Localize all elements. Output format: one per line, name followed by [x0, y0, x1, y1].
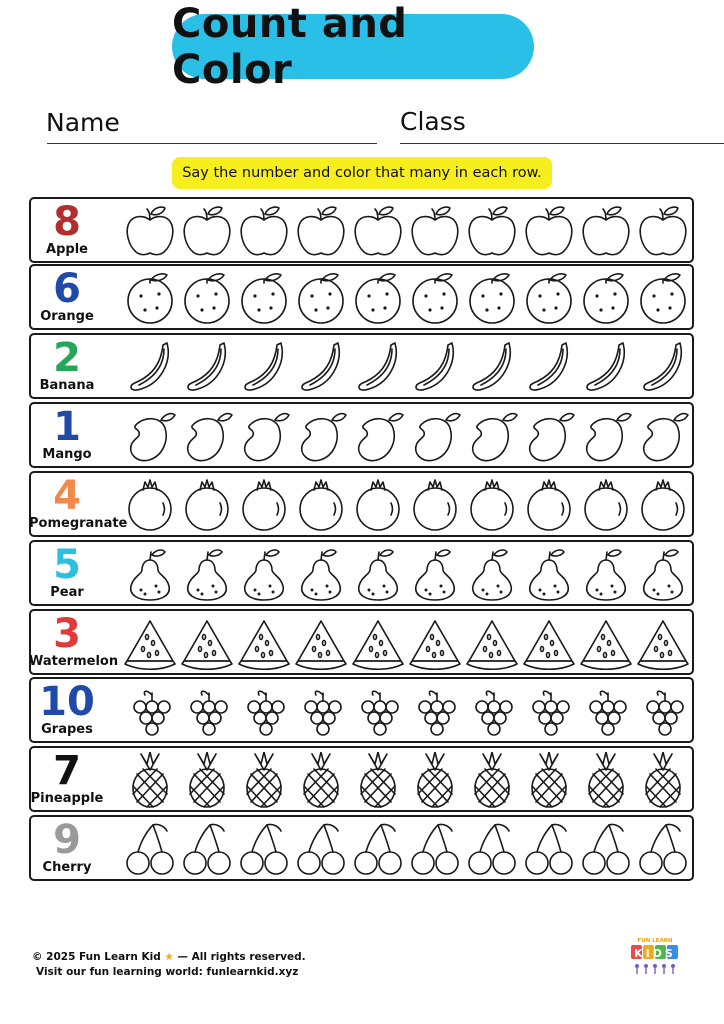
fruit-icons: [123, 203, 689, 259]
mango-icon[interactable]: [351, 408, 405, 464]
row-watermelon: [29, 609, 694, 675]
banana-icon[interactable]: [180, 339, 234, 395]
pineapple-icon[interactable]: [351, 752, 405, 808]
pineapple-icon[interactable]: [465, 752, 519, 808]
fruit-icons: [123, 752, 689, 808]
row-banana: [29, 333, 694, 399]
pear-icon[interactable]: [351, 546, 405, 602]
pomegranate-icon[interactable]: [408, 477, 462, 533]
grapes-icon[interactable]: [522, 683, 576, 739]
count-number: 6: [53, 266, 81, 312]
banana-icon[interactable]: [465, 339, 519, 395]
pomegranate-icon[interactable]: [123, 477, 177, 533]
fruit-icons: [123, 477, 689, 533]
orange-icon[interactable]: [522, 270, 576, 326]
pineapple-icon[interactable]: [522, 752, 576, 808]
orange-icon[interactable]: [123, 270, 177, 326]
row-grapes: [29, 677, 694, 743]
fruit-icons: [123, 339, 689, 395]
orange-icon[interactable]: [408, 270, 462, 326]
watermelon-icon[interactable]: [408, 615, 462, 671]
pomegranate-icon[interactable]: [294, 477, 348, 533]
fruit-icons: [123, 683, 689, 739]
watermelon-icon[interactable]: [522, 615, 576, 671]
fruit-icons: [123, 821, 689, 877]
cherry-icon[interactable]: [522, 821, 576, 877]
fruit-icons: [123, 546, 689, 602]
grapes-icon[interactable]: [351, 683, 405, 739]
watermelon-icon[interactable]: [465, 615, 519, 671]
pineapple-icon[interactable]: [123, 752, 177, 808]
cherry-icon[interactable]: [180, 821, 234, 877]
fruit-name: Banana: [39, 378, 95, 393]
count-number: 2: [53, 335, 81, 381]
cherry-icon[interactable]: [579, 821, 633, 877]
banana-icon[interactable]: [522, 339, 576, 395]
pineapple-icon[interactable]: [579, 752, 633, 808]
copyright-line: [32, 951, 306, 963]
mango-icon[interactable]: [408, 408, 462, 464]
grapes-icon[interactable]: [636, 683, 690, 739]
count-number: 7: [53, 748, 81, 794]
apple-icon[interactable]: [180, 203, 234, 259]
banana-icon[interactable]: [579, 339, 633, 395]
fruit-name: Orange: [40, 309, 94, 324]
apple-icon[interactable]: [579, 203, 633, 259]
grapes-icon[interactable]: [237, 683, 291, 739]
fruit-name: Pomegranate: [29, 516, 128, 531]
pomegranate-icon[interactable]: [180, 477, 234, 533]
pineapple-icon[interactable]: [237, 752, 291, 808]
pear-icon[interactable]: [636, 546, 690, 602]
mango-icon[interactable]: [522, 408, 576, 464]
banana-icon[interactable]: [351, 339, 405, 395]
row-pomegranate: [29, 471, 694, 537]
apple-icon[interactable]: [522, 203, 576, 259]
star-icon: ★: [164, 951, 174, 963]
banana-icon[interactable]: [636, 339, 690, 395]
pineapple-icon[interactable]: [636, 752, 690, 808]
cherry-icon[interactable]: [351, 821, 405, 877]
row-pineapple: [29, 746, 694, 812]
banana-icon[interactable]: [408, 339, 462, 395]
apple-icon[interactable]: [294, 203, 348, 259]
banana-icon[interactable]: [123, 339, 177, 395]
count-number: 8: [53, 199, 81, 245]
count-number: 1: [53, 404, 81, 450]
grapes-icon[interactable]: [408, 683, 462, 739]
instruction-banner: [172, 157, 552, 189]
pomegranate-icon[interactable]: [237, 477, 291, 533]
count-number: 3: [53, 611, 81, 657]
mango-icon[interactable]: [636, 408, 690, 464]
instruction-text: Say the number and color that many in each row.: [182, 165, 542, 181]
watermelon-icon[interactable]: [351, 615, 405, 671]
class-label: Class: [400, 107, 466, 136]
class-line[interactable]: [400, 143, 724, 144]
rights-text: — All rights reserved.: [177, 951, 306, 963]
row-apple: [29, 197, 694, 263]
apple-icon[interactable]: [123, 203, 177, 259]
count-number: 4: [53, 473, 81, 519]
fruit-name: Mango: [42, 447, 92, 462]
watermelon-icon[interactable]: [237, 615, 291, 671]
watermelon-icon[interactable]: [579, 615, 633, 671]
pear-icon[interactable]: [123, 546, 177, 602]
orange-icon[interactable]: [465, 270, 519, 326]
mango-icon[interactable]: [294, 408, 348, 464]
banana-icon[interactable]: [294, 339, 348, 395]
fruit-name: Watermelon: [29, 654, 119, 669]
pomegranate-icon[interactable]: [579, 477, 633, 533]
grapes-icon[interactable]: [579, 683, 633, 739]
logo-top-text: FUN LEARN: [637, 938, 673, 944]
fun-learn-kid-logo: [627, 934, 683, 978]
pomegranate-icon[interactable]: [522, 477, 576, 533]
pear-icon[interactable]: [180, 546, 234, 602]
mango-icon[interactable]: [180, 408, 234, 464]
row-mango: [29, 402, 694, 468]
fruit-icons: [123, 270, 689, 326]
fruit-name: Cherry: [42, 860, 92, 875]
apple-icon[interactable]: [351, 203, 405, 259]
name-label: Name: [46, 108, 120, 137]
orange-icon[interactable]: [294, 270, 348, 326]
watermelon-icon[interactable]: [180, 615, 234, 671]
fruit-name: Apple: [46, 242, 88, 257]
orange-icon[interactable]: [180, 270, 234, 326]
name-line[interactable]: [47, 143, 377, 144]
grapes-icon[interactable]: [465, 683, 519, 739]
row-orange: [29, 264, 694, 330]
fruit-name: Pineapple: [30, 791, 104, 806]
logo-text: KIDS: [634, 947, 676, 960]
row-cherry: [29, 815, 694, 881]
mango-icon[interactable]: [579, 408, 633, 464]
title-banner: [172, 0, 534, 93]
apple-icon[interactable]: [465, 203, 519, 259]
apple-icon[interactable]: [408, 203, 462, 259]
pomegranate-icon[interactable]: [636, 477, 690, 533]
cherry-icon[interactable]: [636, 821, 690, 877]
orange-icon[interactable]: [237, 270, 291, 326]
fruit-name: Pear: [50, 585, 84, 600]
pomegranate-icon[interactable]: [465, 477, 519, 533]
grapes-icon[interactable]: [123, 683, 177, 739]
count-number: 5: [53, 542, 81, 588]
fruit-name: Grapes: [41, 722, 93, 737]
pineapple-icon[interactable]: [294, 752, 348, 808]
pear-icon[interactable]: [579, 546, 633, 602]
count-number: 10: [39, 679, 95, 725]
fruit-icons: [123, 408, 689, 464]
grapes-icon[interactable]: [294, 683, 348, 739]
pear-icon[interactable]: [408, 546, 462, 602]
cherry-icon[interactable]: [465, 821, 519, 877]
watermelon-icon[interactable]: [123, 615, 177, 671]
cherry-icon[interactable]: [408, 821, 462, 877]
mango-icon[interactable]: [237, 408, 291, 464]
watermelon-icon[interactable]: [294, 615, 348, 671]
mango-icon[interactable]: [465, 408, 519, 464]
pear-icon[interactable]: [237, 546, 291, 602]
apple-icon[interactable]: [237, 203, 291, 259]
pineapple-icon[interactable]: [180, 752, 234, 808]
website-line: Visit our fun learning world: funlearnkid.xyz: [36, 966, 299, 978]
cherry-icon[interactable]: [237, 821, 291, 877]
mango-icon[interactable]: [123, 408, 177, 464]
pomegranate-icon[interactable]: [351, 477, 405, 533]
apple-icon[interactable]: [636, 203, 690, 259]
pear-icon[interactable]: [465, 546, 519, 602]
pineapple-icon[interactable]: [408, 752, 462, 808]
pear-icon[interactable]: [294, 546, 348, 602]
orange-icon[interactable]: [579, 270, 633, 326]
pear-icon[interactable]: [522, 546, 576, 602]
watermelon-icon[interactable]: [636, 615, 690, 671]
cherry-icon[interactable]: [123, 821, 177, 877]
row-pear: [29, 540, 694, 606]
page-title: Count and Color: [172, 0, 408, 93]
grapes-icon[interactable]: [180, 683, 234, 739]
fruit-icons: [123, 615, 689, 671]
copyright-text: © 2025 Fun Learn Kid: [32, 951, 161, 963]
count-number: 9: [53, 817, 81, 863]
cherry-icon[interactable]: [294, 821, 348, 877]
banana-icon[interactable]: [237, 339, 291, 395]
orange-icon[interactable]: [351, 270, 405, 326]
orange-icon[interactable]: [636, 270, 690, 326]
